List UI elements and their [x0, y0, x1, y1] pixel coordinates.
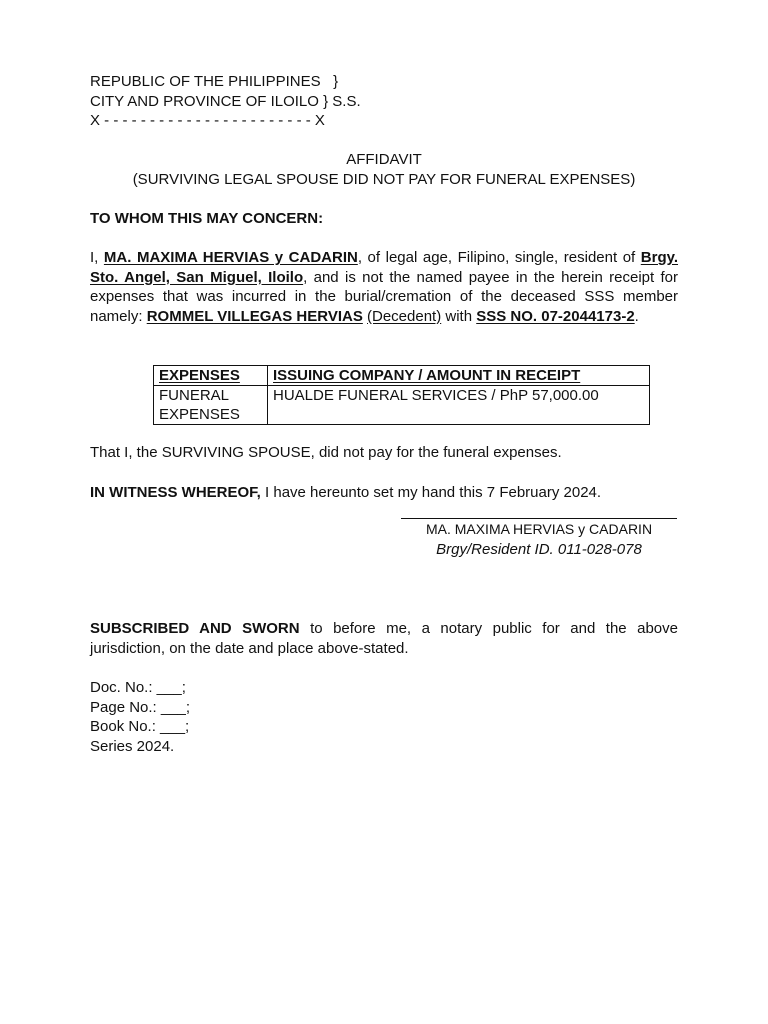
series-year: Series 2024. [90, 737, 175, 755]
book-number: Book No.: ___; [90, 718, 190, 735]
table-header-company-amount: ISSUING COMPANY / AMOUNT IN RECEIPT [268, 366, 650, 386]
table-cell-company-amount: HUALDE FUNERAL SERVICES / PhP 57,000.00 [268, 386, 650, 425]
witness-lead: IN WITNESS WHEREOF, [90, 484, 261, 501]
sss-number: SSS NO. 07-2044173-2 [476, 307, 635, 325]
witness-text: I have hereunto set my hand this 7 February 2024. [260, 484, 602, 501]
statement: That I, the SURVIVING SPOUSE, did not pay for the funeral expenses. [90, 444, 562, 461]
caption-block [90, 72, 510, 131]
jurat-text: to before me, a notary public for and the above jurisdiction, on the date and place above-stated. [90, 620, 678, 657]
decedent-label: (Decedent) [367, 307, 442, 325]
affiant-name: MA. MAXIMA HERVIAS y CADARIN [103, 249, 358, 266]
table-cell-expense-type: FUNERAL EXPENSES [154, 386, 268, 425]
notarial-register [90, 678, 190, 756]
jurat [90, 619, 678, 658]
body-paragraph [90, 248, 678, 326]
affiant-address: Brgy. Sto. Angel, San Miguel, Iloilo [90, 249, 679, 286]
caption-line-separator: X - - - - - - - - - - - - - - - - - - - - - - - X [90, 112, 325, 129]
body-text: with [441, 307, 477, 325]
doc-number: Doc. No.: ___; [90, 679, 186, 696]
jurat-lead: SUBSCRIBED AND SWORN [90, 620, 300, 637]
signature-line [401, 518, 677, 519]
caption-line-republic: REPUBLIC OF THE PHILIPPINES } [90, 73, 339, 90]
decedent-name: ROMMEL VILLEGAS HERVIAS [146, 307, 363, 325]
table-header-expenses: EXPENSES [154, 366, 268, 386]
body-text: . [634, 307, 639, 325]
table-row [154, 386, 650, 425]
document-title: AFFIDAVIT [346, 151, 422, 168]
signatory-name: MA. MAXIMA HERVIAS y CADARIN [425, 521, 653, 537]
body-text: I, [90, 249, 104, 266]
witness-clause [90, 483, 678, 503]
caption-line-city: CITY AND PROVINCE OF ILOILO } S.S. [90, 92, 361, 110]
page-number: Page No.: ___; [90, 698, 191, 716]
body-text: , of legal age, Filipino, single, resident of [357, 249, 641, 266]
table-header-row [154, 366, 650, 386]
body-text: , and is not the named payee in the herein receipt for expenses that was incurred in the burial/cremation of the deceased SSS member namely: [90, 268, 679, 325]
expense-table [153, 365, 650, 425]
salutation: TO WHOM THIS MAY CONCERN: [90, 210, 324, 227]
document-subtitle: (SURVIVING LEGAL SPOUSE DID NOT PAY FOR FUNERAL EXPENSES) [132, 171, 636, 188]
signatory-id: Brgy/Resident ID. 011-028-078 [436, 541, 642, 558]
